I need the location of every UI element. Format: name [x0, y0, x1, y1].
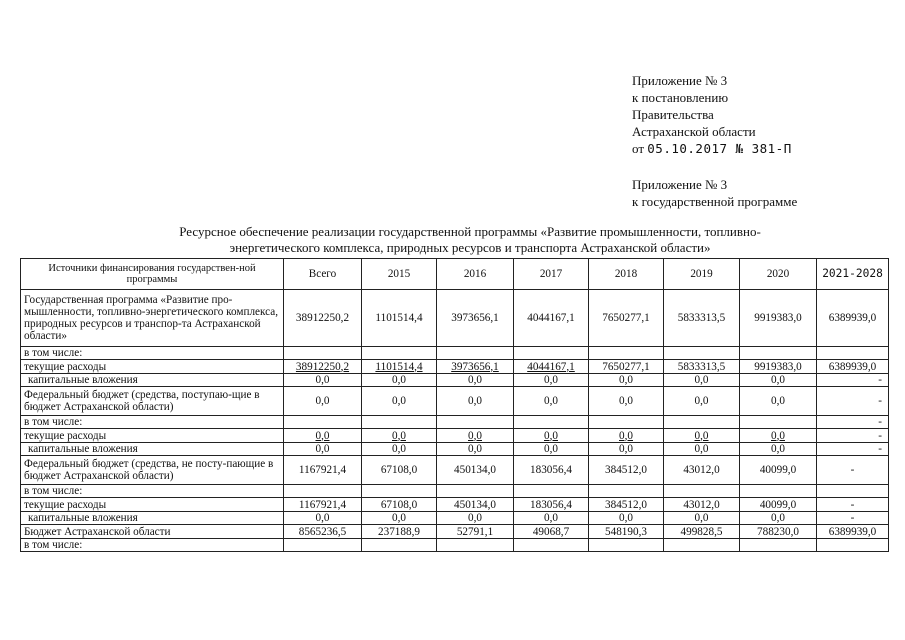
cell-2016: 0,0 — [437, 443, 514, 456]
cell-2015: 0,0 — [362, 429, 437, 443]
row-label: Государственная программа «Развитие про-мышленности, топливно-энергетического комплекса, природных ресурсов и транспор-та Астраханской области» — [21, 290, 284, 347]
cell-2021-2028: - — [817, 512, 889, 525]
cell-2015: 1101514,4 — [362, 360, 437, 374]
cell-2017: 0,0 — [514, 443, 589, 456]
cell-2018 — [589, 416, 664, 429]
cell-2019 — [664, 416, 740, 429]
cell-2015: 67108,0 — [362, 498, 437, 512]
cell-2018 — [589, 539, 664, 552]
cell-2019 — [664, 485, 740, 498]
cell-2020: 0,0 — [740, 512, 817, 525]
cell-2017: 4044167,1 — [514, 290, 589, 347]
cell-2016 — [437, 347, 514, 360]
row-label: в том числе: — [21, 416, 284, 429]
cell-2021-2028 — [817, 485, 889, 498]
row-label: в том числе: — [21, 485, 284, 498]
cell-2020: 9919383,0 — [740, 360, 817, 374]
cell-2016: 3973656,1 — [437, 290, 514, 347]
cell-total: 1167921,4 — [284, 456, 362, 485]
attachment-region: Астраханской области — [632, 124, 756, 139]
cell-2021-2028: 6389939,0 — [817, 525, 889, 539]
cell-2017 — [514, 485, 589, 498]
header-2020: 2020 — [740, 259, 817, 290]
cell-2019 — [664, 347, 740, 360]
cell-2017 — [514, 416, 589, 429]
cell-2017: 0,0 — [514, 512, 589, 525]
cell-2016: 0,0 — [437, 387, 514, 416]
table-row — [21, 525, 889, 539]
attachment-date-line — [632, 140, 792, 157]
header-2015: 2015 — [362, 259, 437, 290]
attachment-to-program: к государственной программе — [632, 194, 798, 209]
cell-2018 — [589, 485, 664, 498]
cell-total: 38912250,2 — [284, 360, 362, 374]
cell-2018: 0,0 — [589, 443, 664, 456]
table-row — [21, 429, 889, 443]
cell-2019: 5833313,5 — [664, 290, 740, 347]
cell-2018: 384512,0 — [589, 456, 664, 485]
cell-2015: 0,0 — [362, 387, 437, 416]
cell-2016 — [437, 416, 514, 429]
cell-2019: 0,0 — [664, 512, 740, 525]
cell-2015: 0,0 — [362, 374, 437, 387]
date-stamp: 05.10.2017 № 381-П — [647, 141, 792, 156]
date-prefix: от — [632, 141, 645, 156]
cell-total: 0,0 — [284, 429, 362, 443]
cell-2021-2028: - — [817, 416, 889, 429]
attachment-government: Правительства — [632, 107, 714, 122]
financing-table — [20, 258, 889, 552]
cell-2021-2028: 6389939,0 — [817, 360, 889, 374]
attachment-number-2: Приложение № 3 — [632, 177, 728, 192]
header-2021-2028: 2021-2028 — [817, 259, 889, 290]
cell-total: 38912250,2 — [284, 290, 362, 347]
cell-2021-2028: 6389939,0 — [817, 290, 889, 347]
cell-2020 — [740, 485, 817, 498]
cell-2019: 499828,5 — [664, 525, 740, 539]
table-row — [21, 387, 889, 416]
cell-2019: 43012,0 — [664, 498, 740, 512]
cell-total: 0,0 — [284, 512, 362, 525]
cell-total: 0,0 — [284, 374, 362, 387]
cell-total — [284, 347, 362, 360]
row-label: Федеральный бюджет (средства, поступаю-щие в бюджет Астраханской области) — [21, 387, 284, 416]
cell-2021-2028 — [817, 539, 889, 552]
cell-2019 — [664, 539, 740, 552]
document-title-line1: Ресурсное обеспечение реализации государственной программы «Развитие промышленности, топливно- — [179, 224, 761, 239]
cell-2015 — [362, 539, 437, 552]
table-row — [21, 360, 889, 374]
cell-2017: 49068,7 — [514, 525, 589, 539]
cell-2020: 9919383,0 — [740, 290, 817, 347]
cell-2015: 0,0 — [362, 512, 437, 525]
cell-2016: 0,0 — [437, 512, 514, 525]
table-row — [21, 374, 889, 387]
cell-2021-2028: - — [817, 374, 889, 387]
cell-2020 — [740, 347, 817, 360]
cell-2021-2028: - — [817, 443, 889, 456]
cell-2019: 0,0 — [664, 387, 740, 416]
row-label: текущие расходы — [21, 498, 284, 512]
cell-2019: 0,0 — [664, 443, 740, 456]
cell-2016: 52791,1 — [437, 525, 514, 539]
cell-2021-2028: - — [817, 429, 889, 443]
cell-2015 — [362, 485, 437, 498]
header-2016: 2016 — [437, 259, 514, 290]
cell-total: 0,0 — [284, 443, 362, 456]
table-row — [21, 539, 889, 552]
cell-2021-2028 — [817, 347, 889, 360]
cell-2017: 0,0 — [514, 374, 589, 387]
table-row — [21, 290, 889, 347]
table-row — [21, 347, 889, 360]
cell-2018: 548190,3 — [589, 525, 664, 539]
cell-2020: 0,0 — [740, 387, 817, 416]
header-2018: 2018 — [589, 259, 664, 290]
cell-2020: 40099,0 — [740, 456, 817, 485]
cell-2020: 788230,0 — [740, 525, 817, 539]
cell-2020 — [740, 539, 817, 552]
cell-2016: 450134,0 — [437, 456, 514, 485]
cell-2015 — [362, 416, 437, 429]
cell-2016 — [437, 485, 514, 498]
cell-2020 — [740, 416, 817, 429]
cell-2018: 7650277,1 — [589, 290, 664, 347]
cell-2018: 0,0 — [589, 387, 664, 416]
cell-2017: 0,0 — [514, 429, 589, 443]
table-row — [21, 443, 889, 456]
table-row — [21, 498, 889, 512]
header-total: Всего — [284, 259, 362, 290]
row-label: капитальные вложения — [21, 443, 284, 456]
cell-2016: 450134,0 — [437, 498, 514, 512]
table-header-row — [21, 259, 889, 290]
table-row — [21, 485, 889, 498]
cell-2015 — [362, 347, 437, 360]
row-label: в том числе: — [21, 539, 284, 552]
cell-2019: 0,0 — [664, 374, 740, 387]
row-label: Бюджет Астраханской области — [21, 525, 284, 539]
cell-2018: 384512,0 — [589, 498, 664, 512]
row-label: капитальные вложения — [21, 374, 284, 387]
cell-total: 8565236,5 — [284, 525, 362, 539]
cell-2019: 5833313,5 — [664, 360, 740, 374]
document-title — [60, 224, 880, 256]
table-row — [21, 456, 889, 485]
cell-total — [284, 539, 362, 552]
cell-total: 1167921,4 — [284, 498, 362, 512]
header-2019: 2019 — [664, 259, 740, 290]
attachment-header-program — [632, 176, 797, 210]
attachment-header-resolution — [632, 72, 792, 157]
cell-2015: 67108,0 — [362, 456, 437, 485]
attachment-number: Приложение № 3 — [632, 73, 728, 88]
cell-2015: 237188,9 — [362, 525, 437, 539]
cell-2017 — [514, 347, 589, 360]
cell-2017: 183056,4 — [514, 456, 589, 485]
cell-2016 — [437, 539, 514, 552]
cell-2018: 0,0 — [589, 429, 664, 443]
cell-2021-2028: - — [817, 498, 889, 512]
cell-total: 0,0 — [284, 387, 362, 416]
cell-2016: 0,0 — [437, 374, 514, 387]
cell-2016: 3973656,1 — [437, 360, 514, 374]
cell-2016: 0,0 — [437, 429, 514, 443]
cell-2018 — [589, 347, 664, 360]
table-row — [21, 512, 889, 525]
row-label: капитальные вложения — [21, 512, 284, 525]
cell-2017: 4044167,1 — [514, 360, 589, 374]
cell-2015: 0,0 — [362, 443, 437, 456]
row-label: Федеральный бюджет (средства, не посту-пающие в бюджет Астраханской области) — [21, 456, 284, 485]
header-source: Источники финансирования государствен-ной программы — [21, 259, 284, 290]
cell-2019: 43012,0 — [664, 456, 740, 485]
cell-2021-2028: - — [817, 456, 889, 485]
cell-2018: 0,0 — [589, 374, 664, 387]
cell-2018: 7650277,1 — [589, 360, 664, 374]
header-2017: 2017 — [514, 259, 589, 290]
row-label: текущие расходы — [21, 360, 284, 374]
cell-2019: 0,0 — [664, 429, 740, 443]
attachment-to-resolution: к постановлению — [632, 90, 729, 105]
document-title-line2: энергетического комплекса, природных ресурсов и транспорта Астраханской области» — [229, 240, 711, 255]
cell-total — [284, 485, 362, 498]
cell-2017 — [514, 539, 589, 552]
cell-2015: 1101514,4 — [362, 290, 437, 347]
table-row — [21, 416, 889, 429]
cell-2018: 0,0 — [589, 512, 664, 525]
cell-2020: 40099,0 — [740, 498, 817, 512]
cell-total — [284, 416, 362, 429]
cell-2020: 0,0 — [740, 443, 817, 456]
cell-2017: 0,0 — [514, 387, 589, 416]
row-label: текущие расходы — [21, 429, 284, 443]
cell-2021-2028: - — [817, 387, 889, 416]
cell-2020: 0,0 — [740, 374, 817, 387]
cell-2017: 183056,4 — [514, 498, 589, 512]
row-label: в том числе: — [21, 347, 284, 360]
cell-2020: 0,0 — [740, 429, 817, 443]
